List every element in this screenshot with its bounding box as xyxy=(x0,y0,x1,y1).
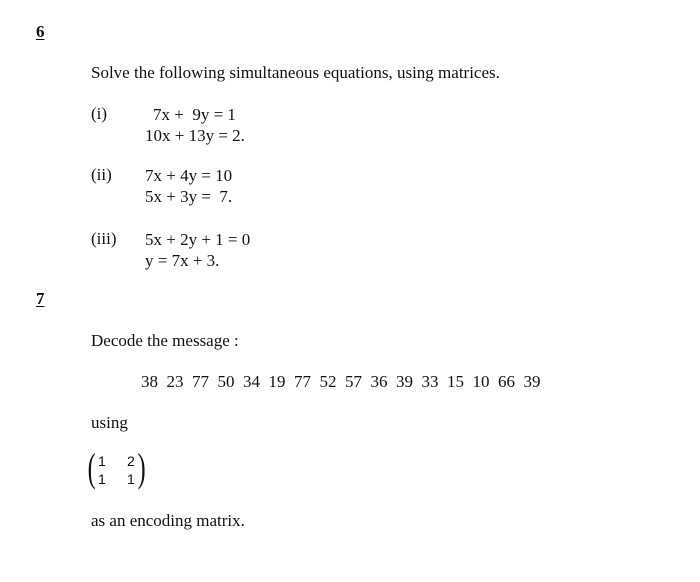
q6-part-i-equation-2: 10x + 13y = 2. xyxy=(145,126,245,145)
question-number-7: 7 xyxy=(36,289,45,308)
q6-part-i-label: (i) xyxy=(91,104,108,123)
q6-part-ii-equation-1: 7x + 4y = 10 xyxy=(145,166,233,185)
q7-using-label: using xyxy=(91,413,128,432)
q6-part-ii-label: (ii) xyxy=(91,165,112,184)
q7-encoded-message: 38 23 77 50 34 19 77 52 57 36 39 33 15 10 66 39 xyxy=(141,372,541,391)
q6-part-iii-equation-1: 5x + 2y + 1 = 0 xyxy=(145,230,251,249)
q7-instruction: Decode the message : xyxy=(91,331,239,350)
matrix-left-paren: ( xyxy=(87,445,96,490)
q6-instruction: Solve the following simultaneous equations, using matrices. xyxy=(91,63,500,82)
q6-part-i-equation-1: 7x + 9y = 1 xyxy=(153,105,236,124)
matrix-cell-r2c1: 1 xyxy=(98,471,106,487)
matrix-right-paren: ) xyxy=(137,445,146,490)
q7-closing-text: as an encoding matrix. xyxy=(91,511,245,530)
q6-part-iii-equation-2: y = 7x + 3. xyxy=(145,251,220,270)
matrix-cell-r1c2: 2 xyxy=(127,453,135,469)
encoding-matrix xyxy=(87,445,151,492)
q6-part-iii-label: (iii) xyxy=(91,229,117,248)
matrix-cell-r2c2: 1 xyxy=(127,471,135,487)
q6-part-ii-equation-2: 5x + 3y = 7. xyxy=(145,187,233,206)
question-number-6: 6 xyxy=(36,22,45,41)
matrix-cell-r1c1: 1 xyxy=(98,453,106,469)
